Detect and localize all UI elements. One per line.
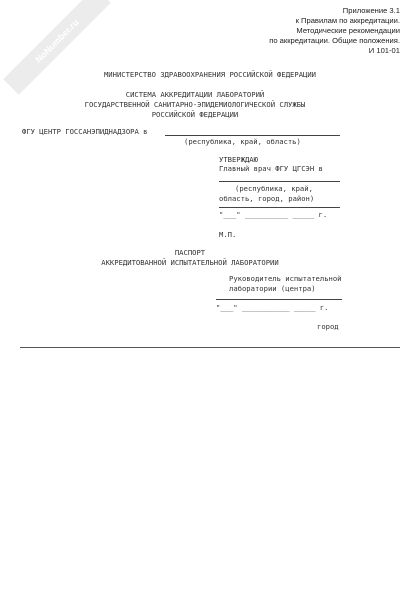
approve-signature-line <box>219 207 340 208</box>
appendix-line: И 101-01 <box>368 46 400 55</box>
system-line: СИСТЕМА АККРЕДИТАЦИИ ЛАБОРАТОРИЙ <box>125 90 265 99</box>
head-signature-line <box>216 299 342 300</box>
approve-fill-line <box>219 181 340 182</box>
watermark: NoNumber.ru <box>3 0 110 95</box>
head-date: "___" ___________ _____ г. <box>216 303 329 312</box>
center-fill-line <box>165 135 340 136</box>
passport-line: АККРЕДИТОВАННОЙ ИСПЫТАТЕЛЬНОЙ ЛАБОРАТОРИИ <box>101 258 279 267</box>
approve-position: Главный врач ФГУ ЦГСЭН в <box>219 164 323 173</box>
approve-title: УТВЕРЖДАЮ <box>219 155 258 164</box>
passport-title <box>0 248 380 268</box>
system-title <box>0 90 390 120</box>
approve-hint-line1: (республика, край, <box>235 184 313 193</box>
approve-date: "___" __________ _____ г. <box>219 210 328 219</box>
ministry-title: МИНИСТЕРСТВО ЗДРАВООХРАНЕНИЯ РОССИЙСКОЙ ФЕДЕРАЦИИ <box>103 70 317 79</box>
stamp-mark: М.П. <box>219 230 237 239</box>
system-line: РОССИЙСКОЙ ФЕДЕРАЦИИ <box>151 110 239 119</box>
passport-line: ПАСПОРТ <box>174 248 206 257</box>
head-title-line2: лаборатории (центра) <box>229 284 316 293</box>
appendix-line: Приложение 3.1 <box>342 6 400 15</box>
city-label: город <box>317 322 339 331</box>
appendix-line: Методические рекомендации <box>296 26 400 35</box>
approve-hint-line2: область, город, район) <box>219 194 315 203</box>
system-line: ГОСУДАРСТВЕННОЙ САНИТАРНО-ЭПИДЕМИОЛОГИЧЕСКОЙ СЛУЖБЫ <box>84 100 306 109</box>
appendix-line: по аккредитации. Общие положения. <box>269 36 400 45</box>
appendix-block <box>269 6 400 56</box>
page-divider <box>20 347 400 348</box>
head-title-line1: Руководитель испытательной <box>229 274 342 283</box>
center-hint: (республика, край, область) <box>184 137 301 146</box>
center-label: ФГУ ЦЕНТР ГОССАНЭПИДНАДЗОРА в <box>22 127 148 136</box>
appendix-line: к Правилам по аккредитации. <box>295 16 400 25</box>
